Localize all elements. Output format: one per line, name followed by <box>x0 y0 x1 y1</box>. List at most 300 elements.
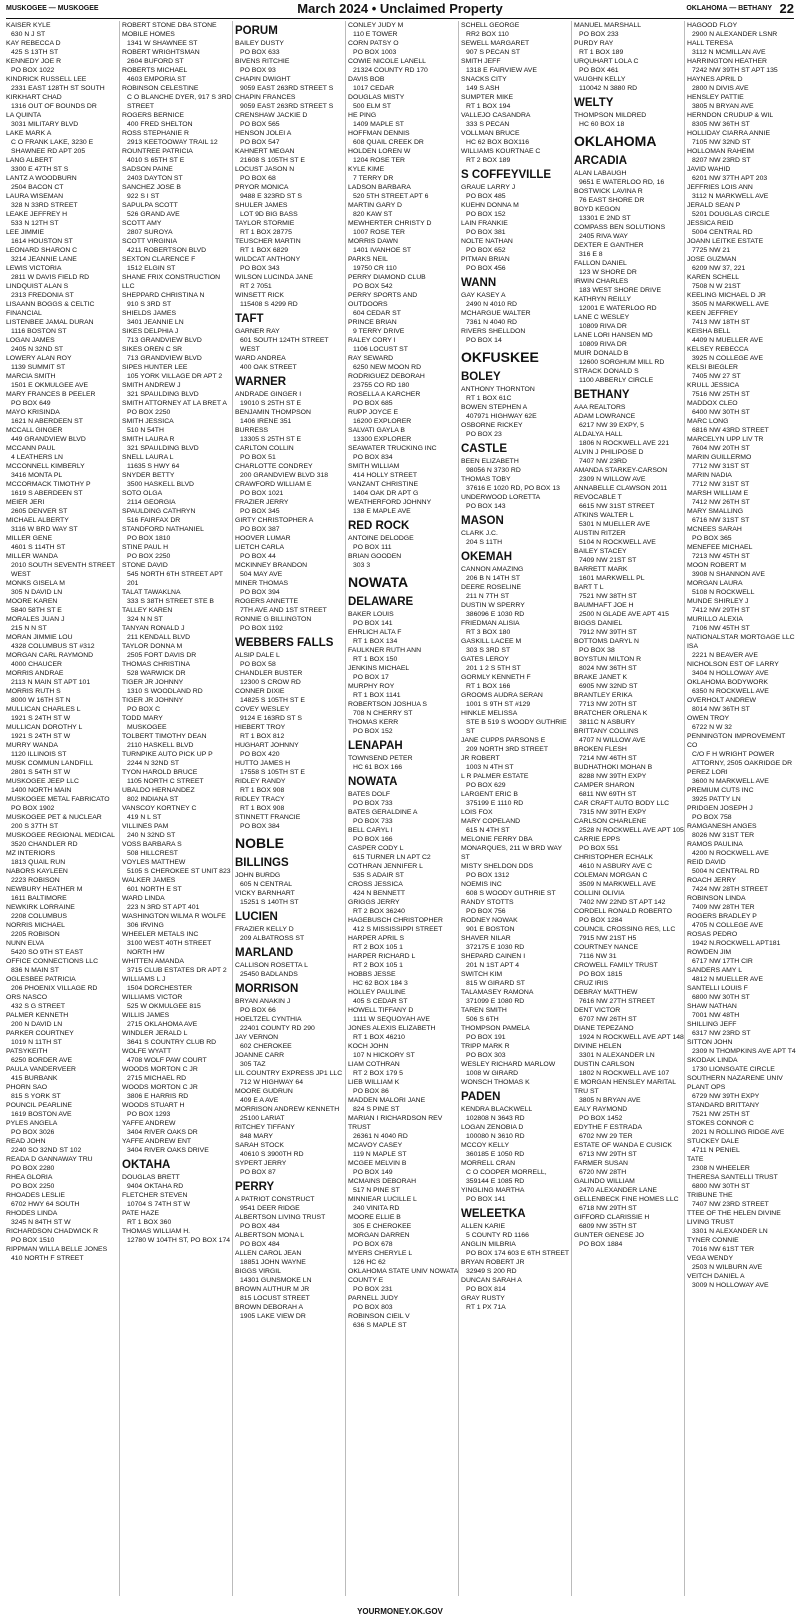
list-item <box>574 1078 684 1105</box>
owner-address: 4010 S 65TH ST E <box>127 157 185 164</box>
list-item <box>122 1011 232 1029</box>
owner-name: MINER THOMAS <box>235 580 289 587</box>
owner-name: STANDFORD NATHANIEL <box>122 526 204 533</box>
owner-address: 4708 WOLF PAW COURT <box>127 1057 207 1064</box>
owner-name: YINGLING MARTHA <box>461 1187 525 1194</box>
owner-address: HC 60 BOX 18 <box>579 121 625 128</box>
city-heading: MARLAND <box>235 947 294 959</box>
owner-name: TAYLOR DONNA M <box>122 643 183 650</box>
list-item <box>574 817 684 835</box>
owner-address: 425 S 13TH ST <box>11 49 59 56</box>
owner-address: 5201 DOUGLAS CIRCLE <box>692 211 770 218</box>
list-item <box>122 822 232 840</box>
city-heading: MORRISON <box>235 983 299 995</box>
listing-column-6 <box>571 21 684 1596</box>
owner-address: PO BOX 17 <box>353 674 389 681</box>
list-item <box>461 219 571 237</box>
list-item <box>235 871 345 889</box>
owner-address: 1409 MAPLE ST <box>353 121 404 128</box>
list-item <box>122 786 232 804</box>
list-item <box>6 192 116 210</box>
owner-address: 1008 W GIRARD <box>466 1070 519 1077</box>
owner-name: ROBERT STONE DBA STONE MOBILE HOMES <box>122 22 217 38</box>
owner-name: LAIN FRANKIE <box>461 220 508 227</box>
list-item <box>574 466 684 484</box>
owner-address: 110042 N 3880 RD <box>579 85 638 92</box>
list-item <box>6 426 116 444</box>
owner-name: HOLLOMAN RAHEIM <box>687 148 754 155</box>
list-item <box>235 1015 345 1033</box>
owner-name: OKLAHOMA STATE UNIV NOWATA COUNTY E <box>348 1268 458 1284</box>
owner-name: DOUGLAS MISTY <box>348 94 405 101</box>
owner-name: WEATHERFORD JOHNNY <box>348 499 432 506</box>
owner-name: MURILLO ALEXIA <box>687 616 743 623</box>
owner-address: 6707 NW 26TH ST <box>579 1016 637 1023</box>
owner-name: E MORGAN HENSLEY MARITAL TRU ST <box>574 1079 676 1095</box>
list-item <box>461 880 571 898</box>
owner-name: HOFFMAN DENNIS <box>348 130 410 137</box>
owner-address: 2800 N DIVIS AVE <box>692 85 749 92</box>
owner-name: MUIR DONALD B <box>574 350 629 357</box>
owner-address: 4328 COLUMBUS ST #312 <box>11 643 95 650</box>
owner-name: STANDARD BRITTANY <box>687 1102 760 1109</box>
owner-name: MUNDE SHIRLEY J <box>687 598 749 605</box>
owner-name: MARSH WILLIAM E <box>687 490 749 497</box>
list-item <box>687 93 797 111</box>
owner-name: SADSON PAINE <box>122 166 173 173</box>
owner-name: GIFFORD CLARISSIE H <box>574 1214 650 1221</box>
owner-name: LIL COUNTRY EXPRESS JP1 LLC <box>235 1070 343 1077</box>
owner-address: 4711 N PENIEL <box>692 1147 740 1154</box>
list-item <box>235 183 345 201</box>
owner-name: TALLEY KAREN <box>122 607 173 614</box>
owner-address: 2528 N ROCKWELL AVE APT 105 <box>579 827 684 834</box>
owner-name: JEFFRIES LOIS ANN <box>687 184 753 191</box>
owner-address: 504 MAY AVE <box>240 571 283 578</box>
owner-name: STRACK DONALD S <box>574 368 639 375</box>
owner-name: SCOTT VIRGINIA <box>122 238 178 245</box>
owner-name: PEREZ LORI <box>687 769 728 776</box>
owner-address: RT 1 BOX 194 <box>466 103 511 110</box>
list-item <box>348 700 458 718</box>
owner-name: HALL TERESA <box>687 40 734 47</box>
list-item <box>348 183 458 201</box>
owner-address: 13300 EXPLORER <box>353 436 412 443</box>
owner-address: RT 1 BOX 360 <box>127 1219 172 1226</box>
list-item <box>6 939 116 957</box>
owner-name: TATE <box>687 1156 704 1163</box>
owner-name: CAR CRAFT AUTO BODY LLC <box>574 800 670 807</box>
owner-name: BROWN AUTHUR M JR <box>235 1286 310 1293</box>
list-item <box>235 1087 345 1105</box>
owner-name: YAFFE ANDREW <box>122 1120 176 1127</box>
owner-name: WARD LINDA <box>122 895 165 902</box>
owner-name: SHAW NATHAN <box>687 1003 737 1010</box>
city-heading: PERRY <box>235 1181 275 1193</box>
list-item <box>122 1173 232 1191</box>
owner-address: 815 W GIRARD ST <box>466 980 525 987</box>
list-item <box>235 597 345 615</box>
list-item <box>235 201 345 219</box>
owner-address: 12001 E WATERLOO RD <box>579 305 657 312</box>
list-item <box>235 1051 345 1069</box>
owner-name: KAY REBECCA D <box>6 40 61 47</box>
owner-address: 11635 S HWY 64 <box>127 463 180 470</box>
owner-name: LISTENBEE JAMAL DURAN <box>6 319 94 326</box>
list-item <box>122 1191 232 1209</box>
city-heading: WELTY <box>574 97 614 109</box>
list-item <box>235 273 345 291</box>
owner-name: BAKER LOUIS <box>348 611 394 618</box>
list-item <box>687 183 797 201</box>
list-item <box>574 601 684 619</box>
owner-address: RT 1 BOX 166 <box>466 683 511 690</box>
owner-address: RT 1 BOX 908 <box>240 805 285 812</box>
list-item <box>574 781 684 799</box>
owner-address: 6201 NW 37TH APT 203 <box>692 175 768 182</box>
owner-address: 7315 NW 39TH EXPY <box>579 809 647 816</box>
owner-name: JONES ALEXIS ELIZABETH <box>348 1025 436 1032</box>
owner-name: STINNETT FRANCIE <box>235 814 301 821</box>
owner-address: 1400 NORTH MAIN <box>11 787 72 794</box>
owner-name: BOYD KEGON <box>574 206 621 213</box>
list-item <box>574 75 684 93</box>
owner-address: 2405 N 32ND ST <box>11 346 64 353</box>
list-item <box>122 183 232 201</box>
owner-address: 1921 S 24TH ST W <box>11 733 71 740</box>
owner-name: PREMIUM CUTS INC <box>687 787 754 794</box>
owner-address: PO BOX 14 <box>466 337 502 344</box>
list-item <box>122 147 232 165</box>
listing-column-3 <box>232 21 345 1596</box>
owner-address: 1310 S WOODLAND RD <box>127 688 203 695</box>
owner-name: CROWELL FAMILY TRUST <box>574 962 658 969</box>
owner-address: 2221 N BEAVER AVE <box>692 652 758 659</box>
owner-address: 2900 N ALEXANDER LSNR <box>692 31 778 38</box>
list-item <box>235 237 345 255</box>
owner-name: GRAUE LARRY J <box>461 184 516 191</box>
owner-address: 2500 N GLADE AVE APT 415 <box>579 611 669 618</box>
owner-name: SWITCH KIM <box>461 971 503 978</box>
list-item <box>235 147 345 165</box>
owner-name: HOLLIDAY CIARRA ANNIE <box>687 130 771 137</box>
owner-name: ALDALYA HALL <box>574 431 623 438</box>
list-item <box>348 988 458 1006</box>
owner-name: CRAWFORD WILLIAM E <box>235 481 312 488</box>
owner-name: BRATCHER ORLENA K <box>574 710 648 717</box>
list-item <box>574 21 684 39</box>
list-item <box>122 525 232 543</box>
owner-address: 2405 RIVA WAY <box>579 233 628 240</box>
list-item <box>574 565 684 583</box>
owner-address: 8014 NW 36TH ST <box>692 706 750 713</box>
owner-name: JAVID WAHID <box>687 166 731 173</box>
owner-address: 713 GRANDVIEW BLVD <box>127 337 202 344</box>
list-item <box>461 237 571 255</box>
owner-address: 3520 CHANDLER RD <box>11 841 78 848</box>
owner-address: 2244 N 32ND ST <box>127 760 180 767</box>
owner-address: 2240 SO 32ND ST 102 <box>11 1147 82 1154</box>
owner-name: SHEPPARD CHRISTINA N <box>122 292 205 299</box>
owner-address: RT 1 BOX 6829 <box>240 247 289 254</box>
owner-address: 535 S ADAIR ST <box>353 872 404 879</box>
owner-name: GALINDO WILLIAM <box>574 1178 635 1185</box>
owner-address: 1611 BALTIMORE <box>11 895 67 902</box>
owner-address: 545 NORTH 6TH STREET APT 201 <box>127 571 223 587</box>
owner-address: 206 B N 14TH ST <box>466 575 521 582</box>
owner-address: PO BOX 461 <box>579 67 619 74</box>
owner-name: MURRY WANDA <box>6 742 58 749</box>
list-item <box>6 1101 116 1119</box>
owner-address: 500 ELM ST <box>353 103 392 110</box>
list-item <box>574 835 684 853</box>
owner-address: 371099 E 1080 RD <box>466 998 525 1005</box>
owner-address: 7413 NW 18TH ST <box>692 319 750 326</box>
owner-name: MORRIS RUTH S <box>6 688 61 695</box>
list-item <box>574 205 684 223</box>
list-item <box>687 1209 797 1236</box>
owner-address: 21324 COUNTY RD 170 <box>353 67 428 74</box>
owner-address: 200 S 37TH ST <box>11 823 59 830</box>
owner-name: HUGHART JOHNNY <box>235 742 299 749</box>
owner-address: 26361 N 4040 RD <box>353 1133 408 1140</box>
owner-address: 328 N 33RD STREET <box>11 202 78 209</box>
owner-address: 7409 NW 21ST ST <box>579 557 637 564</box>
owner-name: MCKINNEY BRANDON <box>235 562 308 569</box>
owner-name: THOMAS CHRISTINA <box>122 661 191 668</box>
owner-address: 3031 MILITARY BLVD <box>11 121 79 128</box>
owner-name: SMITH WILLIAM <box>348 463 400 470</box>
list-item <box>122 399 232 417</box>
owner-name: COLLINI OLIVIA <box>574 890 625 897</box>
list-item <box>235 925 345 943</box>
owner-name: MORRISON ANDREW KENNETH <box>235 1106 340 1113</box>
owner-address: 2604 BUFORD ST <box>127 58 184 65</box>
list-item <box>235 255 345 273</box>
list-item <box>122 1029 232 1047</box>
list-item <box>6 1209 116 1227</box>
owner-name: VAUGHN KELLY <box>574 76 626 83</box>
owner-name: SKODAK LINDA <box>687 1057 738 1064</box>
list-item <box>348 1177 458 1195</box>
owner-name: WESLEY RICHARD MARLOW <box>461 1061 556 1068</box>
owner-address: 3600 N MARKWELL AVE <box>692 778 769 785</box>
list-item <box>687 219 797 237</box>
owner-name: TAYLOR STORMIE <box>235 220 295 227</box>
owner-name: THERESA SANTELLI TRUST <box>687 1174 778 1181</box>
owner-address: PO BOX 3026 <box>11 1129 55 1136</box>
owner-name: MULLICAN CHARLES L <box>6 706 81 713</box>
list-item <box>461 583 571 601</box>
list-item <box>6 534 116 552</box>
owner-address: 4000 CHAUCER <box>11 661 62 668</box>
owner-address: PO BOX 685 <box>353 400 393 407</box>
list-item <box>235 327 345 354</box>
list-item <box>461 772 571 790</box>
owner-name: JOANNE CARR <box>235 1052 285 1059</box>
owner-name: MICHAEL ALBERTY <box>6 517 69 524</box>
owner-name: NOEMIS INC <box>461 881 502 888</box>
owner-name: THOMPSON MILDRED <box>574 112 647 119</box>
list-item <box>348 1042 458 1060</box>
list-item <box>348 1159 458 1177</box>
owner-address: 25450 BADLANDS <box>240 971 298 978</box>
owner-address: 303 S 3RD ST <box>466 647 511 654</box>
list-item <box>235 165 345 183</box>
owner-address: STE B 519 S WOODY GUTHRIE ST <box>466 719 567 735</box>
owner-address: 6809 NW 35TH ST <box>579 1223 637 1230</box>
owner-address: 1105 NORTH C STREET <box>127 778 204 785</box>
owner-name: BELL CARYL I <box>348 827 393 834</box>
list-item <box>6 903 116 921</box>
owner-address: RT 1 BOX 46210 <box>353 1034 405 1041</box>
list-item <box>348 93 458 111</box>
owner-name: MCCOY KELLY <box>461 1142 510 1149</box>
owner-address: 5104 N ROCKWELL AVE <box>579 539 656 546</box>
owner-name: RIPPMAN WILLA BELLE JONES <box>6 1246 108 1253</box>
owner-name: YAFFE ANDREW ENT <box>122 1138 192 1145</box>
city-heading: TAFT <box>235 313 264 325</box>
owner-name: ANDRADE GINGER I <box>235 391 302 398</box>
owner-address: 3301 N ALEXANDER LN <box>579 1052 655 1059</box>
owner-address: 901 E BOSTON <box>466 926 515 933</box>
owner-name: JOSE GUZMAN <box>687 256 737 263</box>
owner-name: HOLLEY PAULINE <box>348 989 406 996</box>
list-item <box>122 1209 232 1227</box>
owner-address: 2021 N ROLLING RIDGE AVE <box>692 1129 785 1136</box>
owner-address: 6800 NW 30TH ST <box>692 1183 750 1190</box>
owner-address: PO BOX 2250 <box>127 409 171 416</box>
list-item <box>235 57 345 75</box>
list-item <box>122 678 232 696</box>
owner-name: BARRETT MARK <box>574 566 628 573</box>
list-item <box>6 75 116 93</box>
list-item <box>574 259 684 277</box>
owner-address: 7508 N W 21ST <box>692 283 741 290</box>
city-heading: WARNER <box>235 376 287 388</box>
owner-address: 3908 N SHANNON AVE <box>692 571 765 578</box>
owner-name: SMITH ATTORNEY AT LA BRET A <box>122 400 227 407</box>
list-item <box>122 165 232 183</box>
owner-address: 3112 N MARKWELL AVE <box>692 193 769 200</box>
owner-address: PO BOX 44 <box>240 553 276 560</box>
owner-address: 1619 S ABERDEEN ST <box>11 490 83 497</box>
list-item <box>235 669 345 687</box>
owner-address: 510 N 54TH <box>127 427 164 434</box>
owner-name: MAYO KRISINDA <box>6 409 60 416</box>
owner-name: CHAPIN FRANCES <box>235 94 296 101</box>
owner-address: RT 1 BOX 812 <box>240 733 285 740</box>
owner-address: PO BOX 649 <box>11 400 51 407</box>
owner-name: BRAKE JANET K <box>574 674 628 681</box>
list-item <box>6 1155 116 1173</box>
owner-address: 306 IRVING <box>127 922 164 929</box>
owner-name: TAREN SMITH <box>461 1007 507 1014</box>
owner-name: BURRESS <box>235 427 269 434</box>
list-item <box>687 57 797 75</box>
list-item <box>687 678 797 696</box>
owner-name: HAGOOD FLOY <box>687 22 738 29</box>
list-item <box>122 417 232 435</box>
owner-address: 1942 N.ROCKWELL APT181 <box>692 940 781 947</box>
owner-name: MCAVOY CASEY <box>348 1142 403 1149</box>
owner-address: 7409 NW 28TH TER <box>692 904 755 911</box>
owner-address: 6722 N W 32 <box>692 724 732 731</box>
owner-name: MUSKOGEE METAL FABRICATO <box>6 796 110 803</box>
owner-address: 3811C N ASBURY <box>579 719 636 726</box>
owner-name: ROGERS ANNETTE <box>235 598 299 605</box>
list-item <box>6 1137 116 1155</box>
list-item <box>122 804 232 822</box>
owner-address: 5105 S CHEROKEE ST UNIT 823 <box>127 868 231 875</box>
owner-name: MCHARGUE WALTER <box>461 310 531 317</box>
owner-name: RODNEY NOWAK <box>461 917 518 924</box>
owner-name: SEXTON CLARENCE F <box>122 256 196 263</box>
owner-address: C O COOPER MORRELL, 359144 E 1085 RD <box>466 1169 547 1185</box>
owner-name: PYLES ANGELA <box>6 1120 58 1127</box>
list-item <box>461 39 571 57</box>
owner-address: 138 E MAPLE AVE <box>353 508 411 515</box>
owner-address: HC 62 BOX BOX116 <box>466 139 530 146</box>
owner-address: RT 2 BOX 189 <box>466 157 511 164</box>
list-item <box>122 345 232 363</box>
owner-name: CORDELL RONALD ROBERTO <box>574 908 672 915</box>
list-item <box>687 1137 797 1155</box>
owner-name: SCOTT AMY <box>122 220 162 227</box>
owner-address: 5301 N MUELLER AVE <box>579 521 651 528</box>
county-heading: OKFUSKEE <box>461 349 539 365</box>
list-item <box>461 493 571 511</box>
owner-name: LISAANN BOGGS & CELTIC FINANCIAL <box>6 301 95 317</box>
owner-name: LEWIS VICTORIA <box>6 265 62 272</box>
list-item <box>348 898 458 916</box>
owner-address: PO BOX 420 <box>240 751 280 758</box>
list-item <box>687 129 797 147</box>
owner-name: KEELING MICHAEL D JR <box>687 292 766 299</box>
owner-address: PO BOX 629 <box>466 782 506 789</box>
owner-name: BUDHATHOKI MOHAN B <box>574 764 653 771</box>
list-item <box>348 147 458 165</box>
owner-name: ANNABELLE CLAWSON 2011 REVOCABLE T <box>574 485 668 501</box>
owner-name: RIDLEY RANDY <box>235 778 286 785</box>
owner-name: MANUEL MARSHALL <box>574 22 642 29</box>
list-item <box>235 39 345 57</box>
list-item <box>6 372 116 390</box>
list-item <box>348 1060 458 1078</box>
owner-name: CALLISON ROSETTA L <box>235 962 308 969</box>
list-item <box>687 1038 797 1056</box>
owner-address: 14301 GUNSMOKE LN <box>240 1277 312 1284</box>
owner-address: 211 N 7TH ST <box>466 593 510 600</box>
owner-address: 16200 EXPLORER <box>353 418 412 425</box>
city-heading: BETHANY <box>574 389 630 401</box>
owner-name: BRANTLEY ERIKA <box>574 692 633 699</box>
owner-address: PO BOX 758 <box>692 814 732 821</box>
list-item <box>687 75 797 93</box>
owner-address: RT 2 BOX 179 5 <box>353 1070 403 1077</box>
owner-address: 1204 ROSE TER <box>353 157 405 164</box>
owner-name: FRIEDMAN ALISIA <box>461 620 520 627</box>
owner-name: PARNELL JUDY <box>348 1295 399 1302</box>
owner-address: 7 TERRY DR <box>353 175 394 182</box>
owner-name: PHORN SAO <box>6 1084 48 1091</box>
owner-name: LOIS FOX <box>461 809 493 816</box>
list-item <box>348 390 458 408</box>
owner-address: 3505 N MARKWELL AVE <box>692 301 769 308</box>
list-item <box>6 354 116 372</box>
list-item <box>687 984 797 1002</box>
list-item <box>235 961 345 979</box>
